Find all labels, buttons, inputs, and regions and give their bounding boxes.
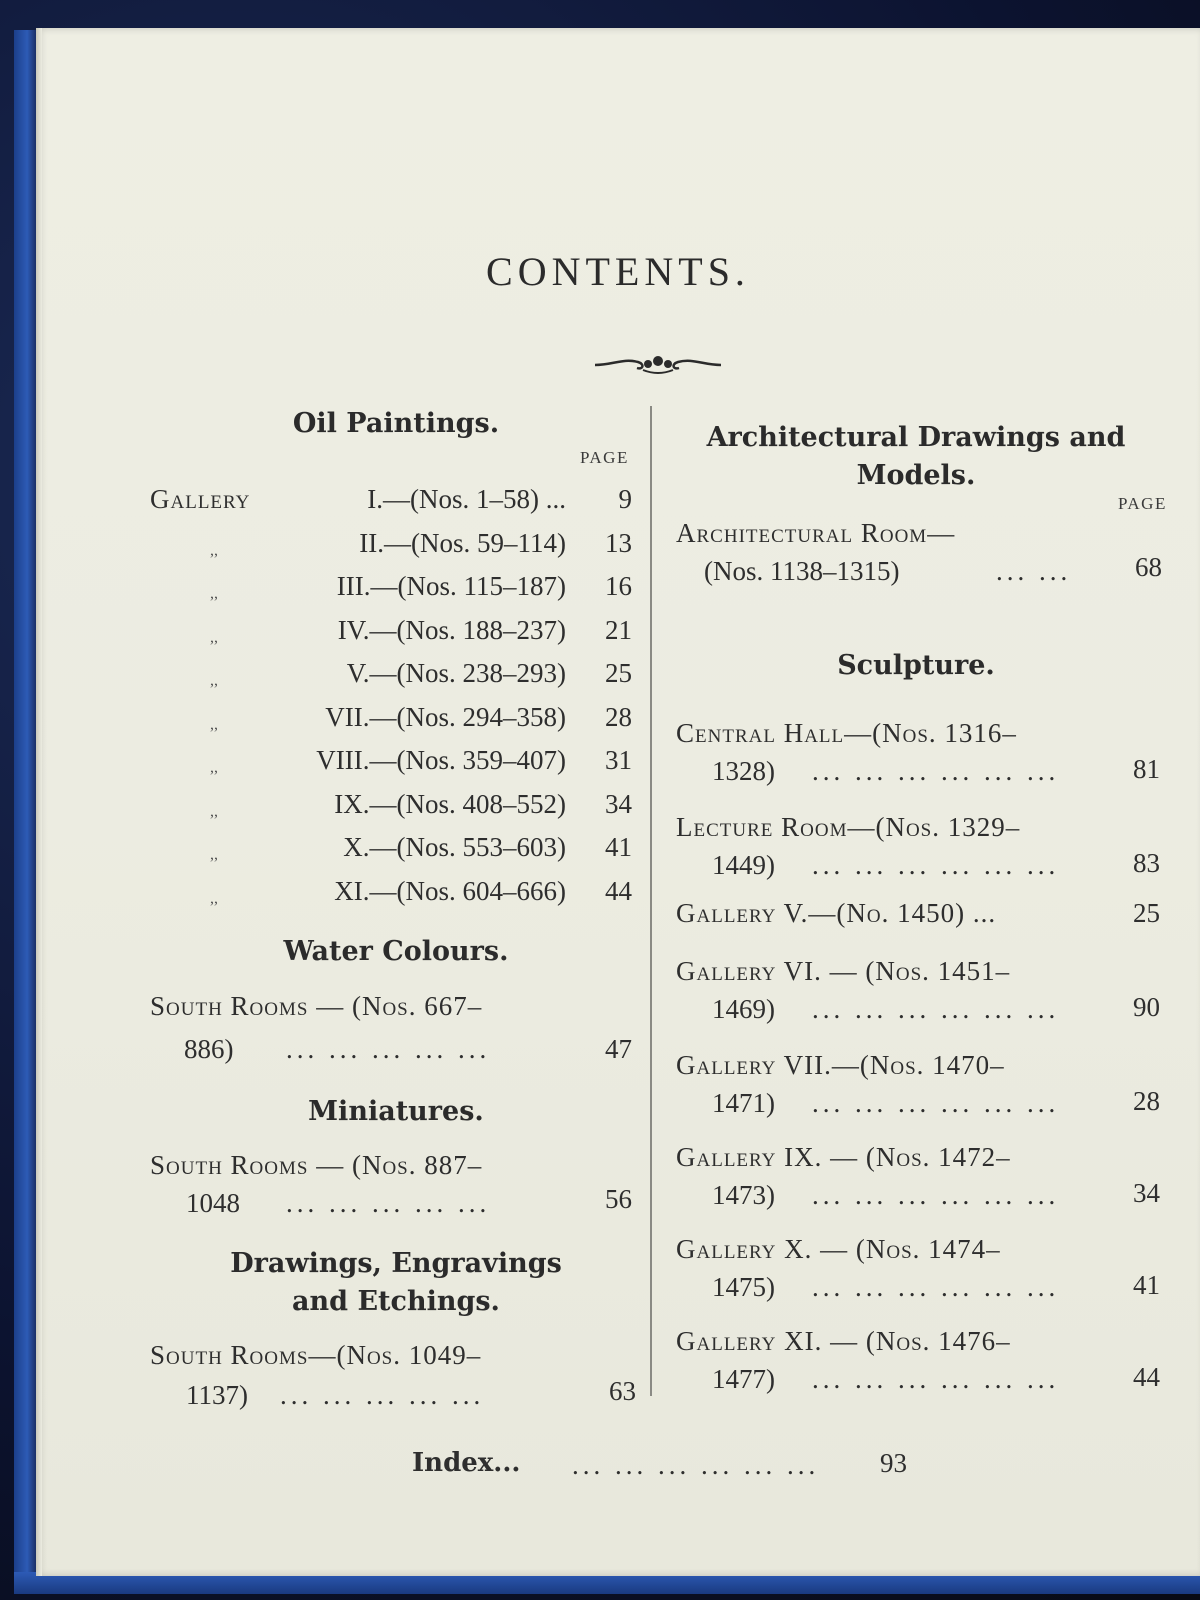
- index-dots: ... ... ... ... ... ...: [572, 1450, 820, 1480]
- sculpture-entry-line1: Gallery X. — (Nos. 1474–: [676, 1234, 1001, 1264]
- oil-gallery-entry: I.—(Nos. 1–58) ...: [367, 484, 566, 514]
- sculpture-entry-page: 25: [1133, 898, 1160, 928]
- oil-gallery-page: 25: [605, 658, 632, 688]
- sculpture-entry-dots: ... ... ... ... ... ...: [812, 1364, 1060, 1394]
- sculpture-entry-line2: 1477): [712, 1364, 775, 1394]
- sculpture-entry-line1: Gallery XI. — (Nos. 1476–: [676, 1326, 1011, 1356]
- heading-water-colours: Water Colours.: [283, 936, 509, 967]
- heading-oil-paintings: Oil Paintings.: [292, 408, 500, 439]
- oil-gallery-entry: V.—(Nos. 238–293): [346, 658, 566, 688]
- sculpture-entry-dots: ... ... ... ... ... ...: [812, 1272, 1060, 1302]
- oil-gallery-entry: III.—(Nos. 115–187): [336, 571, 566, 601]
- architecture-page: 68: [1135, 552, 1162, 582]
- sculpture-entry-line2: 1471): [712, 1088, 775, 1118]
- sculpture-entry-line1: Gallery V.—(No. 1450) ...: [676, 898, 997, 928]
- heading-sculpture: Sculpture.: [837, 650, 995, 681]
- sculpture-entry-page: 83: [1133, 848, 1160, 878]
- architecture-line2: (Nos. 1138–1315): [704, 556, 900, 586]
- ditto-mark: ,,: [210, 541, 218, 559]
- oil-gallery-entry: IV.—(Nos. 188–237): [337, 614, 566, 645]
- sculpture-entry-page: 34: [1133, 1178, 1160, 1208]
- miniatures-dots: ... ... ... ... ...: [286, 1188, 491, 1218]
- ditto-mark: ,,: [210, 585, 218, 602]
- water-colours-line2: 886): [184, 1034, 234, 1064]
- ditto-mark: ,,: [210, 672, 218, 689]
- drawings-page: 63: [609, 1376, 636, 1406]
- water-colours-dots: ... ... ... ... ...: [286, 1034, 491, 1064]
- gallery-label: Gallery: [150, 484, 251, 514]
- sculpture-entry-dots: ... ... ... ... ... ...: [812, 994, 1060, 1024]
- sculpture-entry-line2: 1473): [712, 1180, 775, 1210]
- oil-gallery-page: 31: [605, 745, 632, 775]
- architecture-line1: Architectural Room—: [676, 518, 956, 548]
- water-colours-line1: South Rooms — (Nos. 667–: [150, 991, 483, 1021]
- ditto-mark: ,,: [210, 759, 218, 776]
- oil-gallery-page: 41: [605, 832, 632, 862]
- oil-gallery-entry: IX.—(Nos. 408–552): [334, 788, 566, 819]
- sculpture-entry-line1: Lecture Room—(Nos. 1329–: [676, 812, 1021, 842]
- sculpture-entry-line1: Central Hall—(Nos. 1316–: [676, 718, 1017, 748]
- miniatures-line2: 1048: [186, 1188, 240, 1218]
- oil-gallery-page: 9: [618, 484, 632, 514]
- column-divider: [650, 406, 652, 1396]
- oil-gallery-page: 44: [605, 875, 632, 906]
- miniatures-page: 56: [605, 1184, 632, 1214]
- sculpture-entry-page: 90: [1133, 992, 1160, 1022]
- heading-miniatures: Miniatures.: [308, 1096, 484, 1127]
- heading-architecture-line1: Architectural Drawings and: [706, 422, 1126, 453]
- ditto-mark: ,,: [210, 889, 218, 907]
- ornament-flourish-icon: [593, 350, 723, 380]
- sculpture-entry-page: 41: [1133, 1270, 1160, 1300]
- ditto-mark: ,,: [210, 715, 218, 733]
- index-label: Index...: [412, 1448, 521, 1478]
- sculpture-entry-line1: Gallery VI. — (Nos. 1451–: [676, 956, 1011, 986]
- miniatures-line1: South Rooms — (Nos. 887–: [150, 1150, 483, 1180]
- heading-drawings-line2: and Etchings.: [292, 1286, 500, 1317]
- drawings-dots: ... ... ... ... ...: [280, 1380, 485, 1410]
- heading-drawings-line1: Drawings, Engravings: [230, 1248, 562, 1279]
- oil-gallery-page: 21: [605, 614, 632, 645]
- oil-gallery-page: 13: [605, 527, 632, 558]
- sculpture-entry-page: 81: [1133, 754, 1160, 784]
- oil-gallery-entry: XI.—(Nos. 604–666): [334, 875, 566, 906]
- oil-gallery-page: 16: [605, 571, 632, 601]
- sculpture-entry-dots: ... ... ... ... ... ...: [812, 1180, 1060, 1210]
- sculpture-entry-dots: ... ... ... ... ... ...: [812, 756, 1060, 786]
- oil-gallery-entry: VIII.—(Nos. 359–407): [316, 745, 566, 775]
- sculpture-entry-line2: 1449): [712, 850, 775, 880]
- sculpture-entry-line2: 1328): [712, 756, 775, 786]
- ditto-mark: ,,: [210, 802, 218, 820]
- sculpture-entry-line1: Gallery IX. — (Nos. 1472–: [676, 1142, 1011, 1172]
- page-title: CONTENTS.: [486, 249, 750, 294]
- sculpture-entry-line2: 1475): [712, 1272, 775, 1302]
- oil-gallery-entry: VII.—(Nos. 294–358): [325, 701, 566, 732]
- oil-gallery-page: 34: [605, 788, 632, 819]
- oil-gallery-entry: II.—(Nos. 59–114): [359, 527, 566, 558]
- page-column-label-left: PAGE: [580, 448, 629, 467]
- water-colours-page: 47: [605, 1034, 632, 1064]
- oil-gallery-page: 28: [605, 701, 632, 732]
- architecture-dots: ... ...: [996, 556, 1072, 586]
- drawings-line1: South Rooms—(Nos. 1049–: [150, 1340, 482, 1370]
- sculpture-entry-dots: ... ... ... ... ... ...: [812, 850, 1060, 880]
- sculpture-entry-page: 28: [1133, 1086, 1160, 1116]
- page-column-label-right: PAGE: [1118, 494, 1167, 513]
- ditto-mark: ,,: [210, 628, 218, 646]
- sculpture-entry-page: 44: [1133, 1362, 1160, 1392]
- sculpture-entry-line1: Gallery VII.—(Nos. 1470–: [676, 1050, 1005, 1080]
- drawings-line2: 1137): [186, 1380, 248, 1410]
- sculpture-entry-dots: ... ... ... ... ... ...: [812, 1088, 1060, 1118]
- index-page: 93: [880, 1448, 907, 1478]
- sculpture-entry-line2: 1469): [712, 994, 775, 1024]
- ditto-mark: ,,: [210, 846, 218, 863]
- oil-gallery-entry: X.—(Nos. 553–603): [343, 832, 566, 862]
- contents-page: [36, 28, 1200, 1576]
- heading-architecture-line2: Models.: [856, 460, 976, 491]
